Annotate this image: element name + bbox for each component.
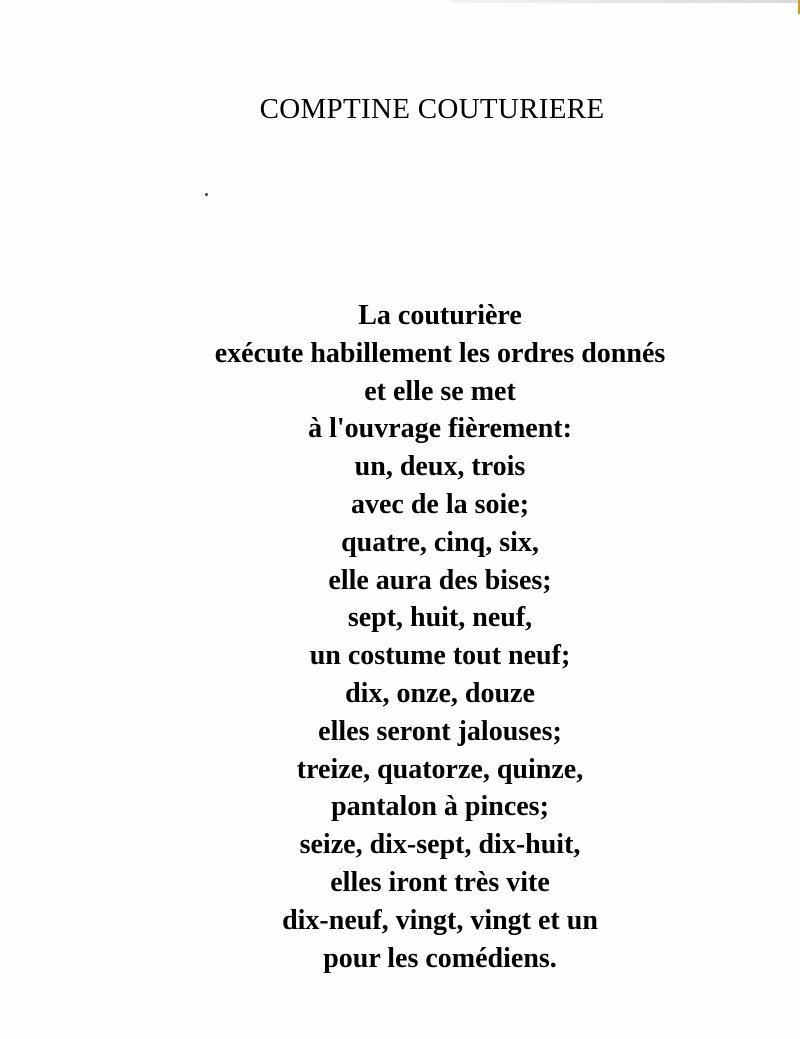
scan-top-edge — [450, 0, 800, 3]
scan-speck — [205, 193, 208, 196]
poem-line: quatre, cinq, six, — [341, 526, 539, 558]
poem-line: pour les comédiens. — [323, 942, 557, 974]
page-title: COMPTINE COUTURIERE — [259, 93, 605, 126]
poem-line: exécute habillement les ordres donnés — [214, 337, 666, 369]
poem-line: elle aura des bises; — [328, 564, 552, 596]
poem-line: un costume tout neuf; — [309, 640, 571, 672]
poem-line: treize, quatorze, quinze, — [296, 753, 584, 785]
poem-line: seize, dix-sept, dix-huit, — [299, 829, 581, 861]
poem-line: La couturière — [358, 300, 522, 331]
poem — [0, 297, 800, 977]
poem-line: sept, huit, neuf, — [347, 602, 533, 634]
poem-line: avec de la soie; — [350, 488, 530, 520]
poem-line: un, deux, trois — [354, 451, 526, 483]
poem-line: dix, onze, douze — [345, 677, 535, 709]
poem-line: elles seront jalouses; — [318, 715, 562, 747]
poem-line: elles iront très vite — [330, 866, 550, 898]
poem-line: et elle se met — [364, 375, 516, 407]
poem-line: à l'ouvrage fièrement: — [308, 413, 572, 445]
poem-line: pantalon à pinces; — [331, 791, 549, 823]
poem-line: dix-neuf, vingt, vingt et un — [282, 904, 598, 936]
